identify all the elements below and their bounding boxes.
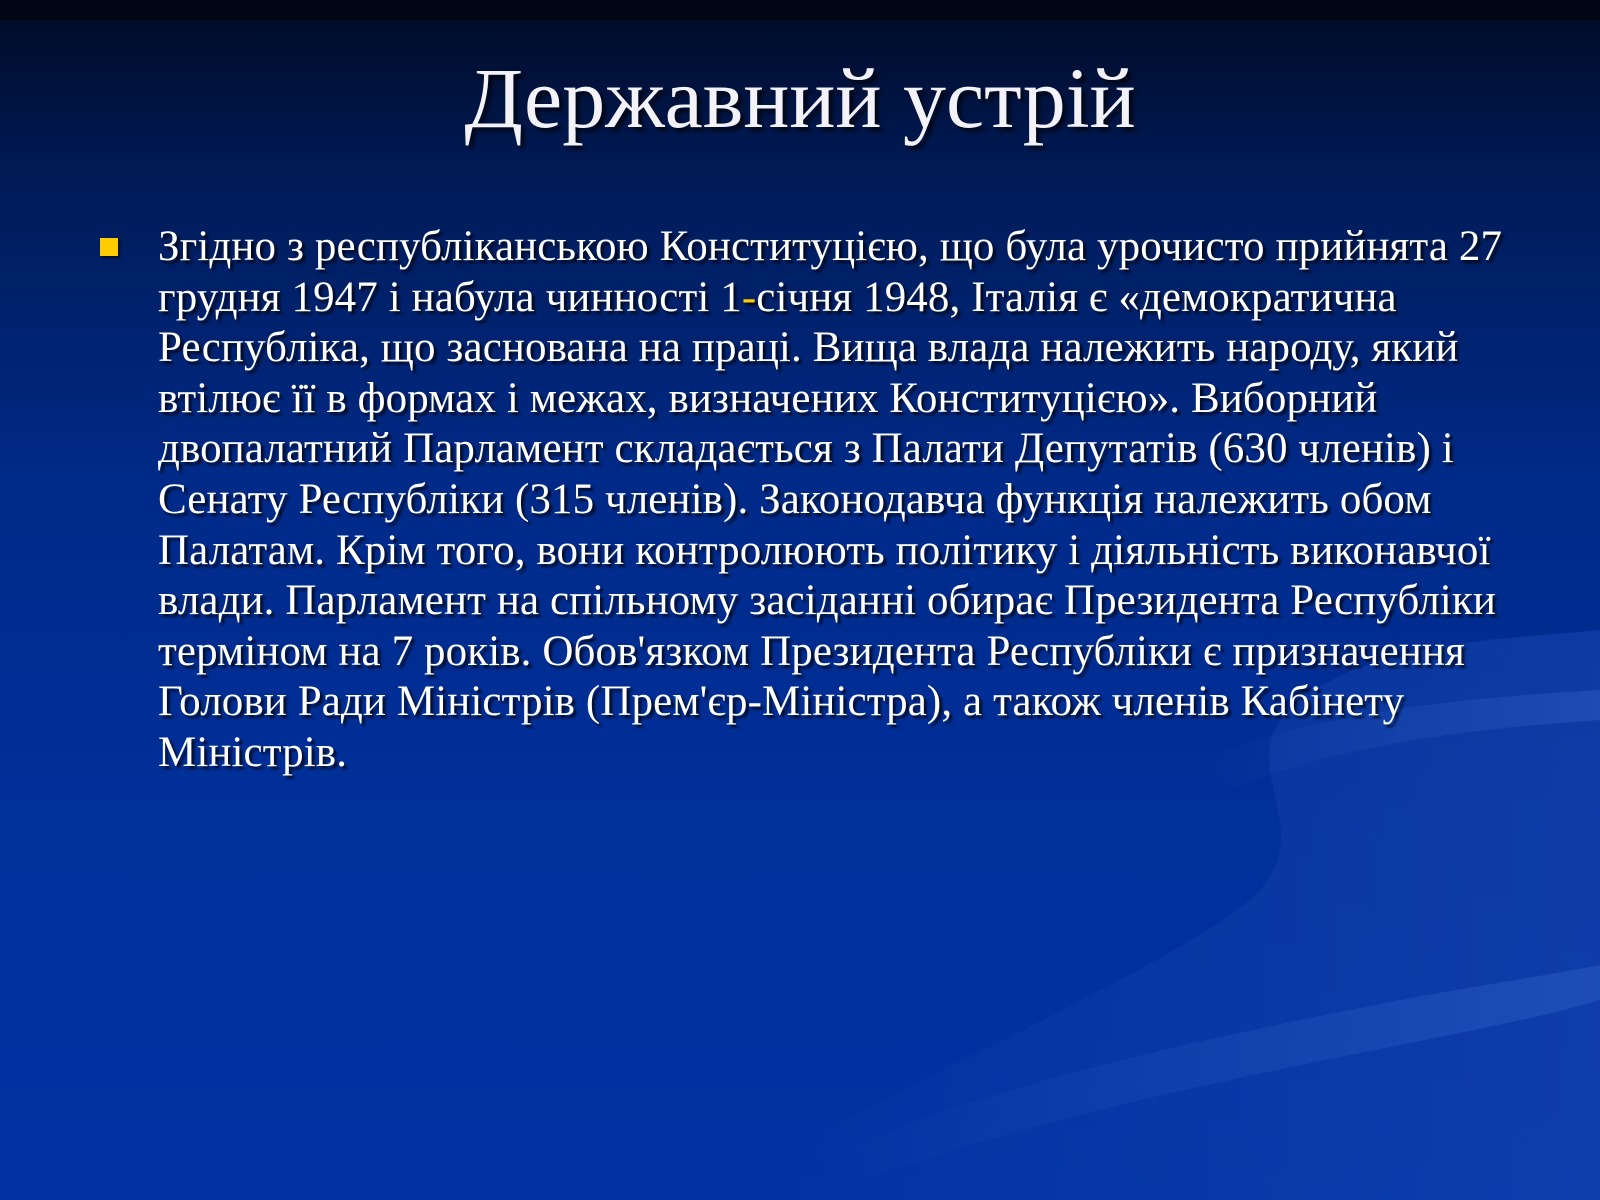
square-bullet-icon xyxy=(100,238,118,256)
list-item xyxy=(96,222,1516,779)
slide-title: Державний устрій xyxy=(464,50,1136,146)
bullet-text-part1: Згідно з республіканською Конституцією, що була урочисто прийнята 27 грудня 1947 і набула чинності 1 xyxy=(158,223,1503,321)
bullet-text xyxy=(158,222,1516,779)
bullet-text-part2: січня 1948, Італія є «демократична Республіка, що заснована на праці. Вища влада належить народу, який втілює її в формах і межах, визначених Конституцією». Виборний двопалатний Парламент складається з Палати Депутатів (630 членів) і Сенату Республіки (315 членів). Законодавча функція належить обом Палатам. Крім того, вони контролюють політику і діяльність виконавчої влади. Парламент на спільному засіданні обирає Президента Республіки терміном на 7 років. Обов'язком Президента Республіки є призначення Голови Ради Міністрів (Прем'єр-Міністра), а також членів Кабінету Міністрів. xyxy=(158,273,1496,776)
bullet-text-dash: - xyxy=(741,273,757,321)
bullet-list xyxy=(96,222,1516,779)
